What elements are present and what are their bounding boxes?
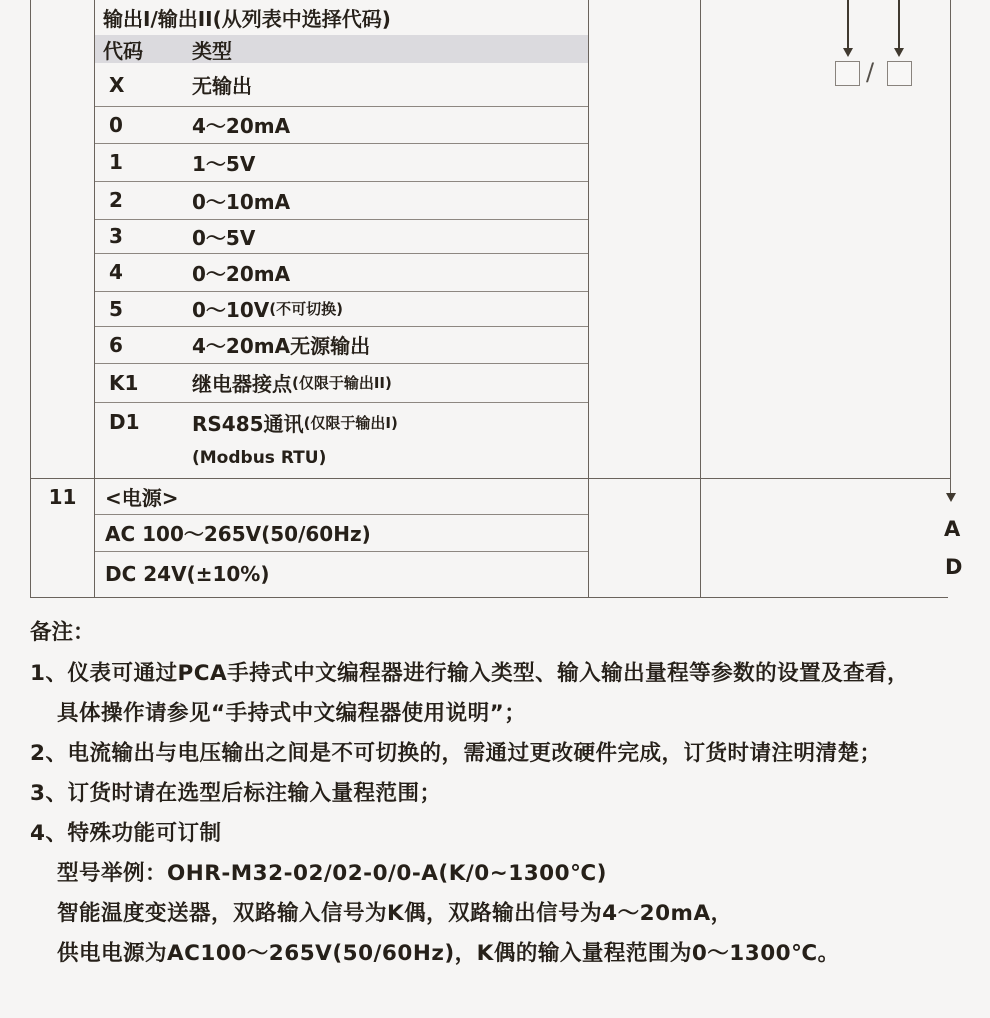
type-extra-line: (Modbus RTU) (192, 448, 327, 468)
output2-code-box (887, 61, 912, 86)
table-row (95, 106, 587, 143)
code-cell: K1 (109, 370, 139, 395)
type-cell: 1～5V (192, 151, 256, 176)
table-row (95, 253, 587, 291)
output2-arrow-down-icon (894, 48, 904, 57)
code-cell: D1 (109, 410, 140, 434)
code-cell: 3 (109, 224, 123, 248)
output2-selector-line (898, 0, 900, 48)
table-row (95, 219, 587, 253)
type-cell: 继电器接点 (192, 372, 292, 396)
note-line-model-example: 型号举例：OHR-M32-02/02-0/0-A(K/0~1300℃) (57, 861, 607, 886)
note-line: 具体操作请参见“手持式中文编程器使用说明”； (57, 701, 527, 726)
row-number: 11 (48, 485, 77, 509)
power-option-dc: DC 24V(±10%) (105, 562, 270, 586)
output1-selector-line (847, 0, 849, 48)
code-cell: 1 (109, 150, 123, 174)
type-cell: 0～5V (192, 225, 256, 250)
type-note: (仅限于输出II) (292, 374, 392, 392)
code-cell: X (109, 72, 125, 97)
output-section-header: 输出I/输出II(从列表中选择代码) (103, 7, 391, 31)
code-cell: 6 (109, 332, 123, 357)
code-cell: 5 (109, 296, 123, 321)
type-cell: 无输出 (192, 74, 252, 98)
note-line: 供电电源为AC100～265V(50/60Hz)，K偶的输入量程范围为0～1300℃。 (57, 941, 840, 966)
table-row (95, 181, 587, 219)
type-note: (不可切换) (269, 300, 343, 318)
type-cell: 0～10mA (192, 189, 291, 214)
table-header-band (95, 35, 588, 63)
type-note: (仅限于输出I) (303, 413, 398, 432)
type-cell: 4～20mA无源输出 (192, 334, 371, 358)
type-cell: 0～10V (192, 298, 270, 322)
type-cell: RS485通讯 (192, 411, 304, 436)
code-box-slash: / (866, 58, 875, 86)
output1-code-box (835, 61, 860, 86)
note-line: 智能温度变送器，双路输入信号为K偶，双路输出信号为4～20mA， (57, 901, 733, 926)
table-row (95, 402, 587, 442)
column-header-type: 类型 (192, 38, 232, 63)
power-option-ac: AC 100～265V(50/60Hz) (105, 522, 371, 546)
table-border-right-arrow-line (950, 0, 951, 494)
power-code-d: D (945, 555, 963, 579)
table-row (95, 363, 587, 402)
note-line: 4、特殊功能可订制 (30, 821, 222, 846)
type-cell: 0～20mA (192, 261, 291, 286)
note-line: 1、仪表可通过PCA手持式中文编程器进行输入类型、输入输出量程等参数的设置及查看， (30, 661, 910, 686)
code-cell: 2 (109, 188, 123, 212)
code-cell: 0 (109, 112, 123, 137)
table-col-line-content-right (588, 0, 589, 597)
code-cell: 4 (109, 260, 123, 284)
table-row (95, 326, 587, 363)
note-line: 3、订货时请在选型后标注输入量程范围； (30, 781, 442, 806)
table-border-bottom (30, 597, 948, 598)
note-line: 2、电流输出与电压输出之间是不可切换的，需通过更改硬件完成，订货时请注明清楚； (30, 741, 882, 766)
table-row (95, 63, 587, 106)
output1-arrow-down-icon (843, 48, 853, 57)
power-code-a: A (944, 517, 961, 541)
type-cell: 4～20mA (192, 114, 291, 138)
power-code-arrow-down-icon (946, 493, 956, 502)
table-col-line-mid (700, 0, 701, 597)
table-row (95, 291, 587, 326)
notes-title: 备注： (30, 620, 95, 645)
table-row (95, 143, 587, 181)
column-header-code: 代码 (103, 38, 143, 63)
power-header-cell: <电源> (105, 485, 179, 510)
